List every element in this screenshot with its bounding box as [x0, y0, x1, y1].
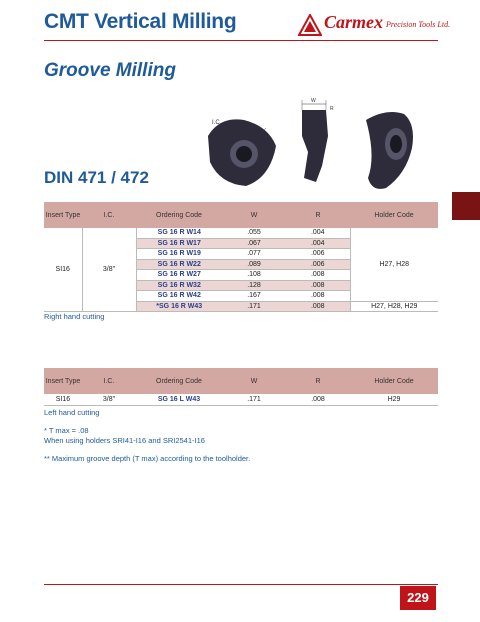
holder-cell: H27, H28 [350, 228, 438, 301]
column-r: R [286, 202, 350, 228]
ic-cell: 3/8" [82, 394, 136, 406]
brand-subtitle: Precision Tools Ltd. [386, 20, 451, 29]
brand-name: Carmex [324, 12, 384, 32]
table-header [44, 368, 438, 394]
w-cell: .171 [222, 394, 286, 406]
right-hand-caption: Right hand cutting [44, 312, 105, 321]
column-insert-type: Insert Type [44, 368, 82, 394]
column-w: W [222, 368, 286, 394]
carmex-logo [298, 12, 451, 40]
r-cell: .008 [286, 280, 350, 291]
ordering-code-cell: SG 16 R W22 [136, 259, 222, 270]
ordering-code-cell: SG 16 R W14 [136, 228, 222, 238]
r-cell: .008 [286, 394, 350, 406]
w-cell: .089 [222, 259, 286, 270]
ordering-code-cell: SG 16 R W42 [136, 291, 222, 302]
r-label: R [330, 106, 334, 112]
insert-type-cell: SI16 [44, 394, 82, 406]
ic-cell: 3/8" [82, 228, 136, 312]
side-section-tab [452, 192, 480, 220]
page-header-title: CMT Vertical Milling [44, 10, 237, 33]
holder-cell: H29 [350, 394, 438, 406]
r-cell: .004 [286, 238, 350, 249]
r-cell: .004 [286, 228, 350, 238]
holder-cell: H27, H28, H29 [350, 301, 438, 312]
tmax-note: * T max = .08 [44, 426, 89, 435]
w-cell: .171 [222, 301, 286, 312]
triangle-insert-image [208, 119, 276, 186]
footer-divider [44, 584, 438, 585]
left-hand-table [44, 368, 438, 406]
w-cell: .077 [222, 249, 286, 260]
table-row [44, 228, 438, 238]
perspective-insert-image [366, 112, 413, 189]
column-ic: I.C. [82, 202, 136, 228]
r-cell: .008 [286, 291, 350, 302]
column-r: R [286, 368, 350, 394]
ordering-code-cell: SG 16 R W27 [136, 270, 222, 281]
ordering-code-cell: *SG 16 R W43 [136, 301, 222, 312]
ic-label: I.C. [212, 120, 222, 126]
side-view-insert-image [302, 100, 328, 182]
groove-depth-note: ** Maximum groove depth (T max) according to the toolholder. [44, 454, 251, 463]
r-cell: .008 [286, 301, 350, 312]
column-ordering-code: Ordering Code [136, 202, 222, 228]
ordering-code-cell: SG 16 R W32 [136, 280, 222, 291]
table-header [44, 202, 438, 228]
column-ordering-code: Ordering Code [136, 368, 222, 394]
w-cell: .108 [222, 270, 286, 281]
header-divider [44, 40, 438, 41]
r-cell: .006 [286, 259, 350, 270]
left-hand-caption: Left hand cutting [44, 408, 100, 417]
ordering-code-cell: SG 16 R W19 [136, 249, 222, 260]
insert-illustrations [200, 96, 440, 196]
page-number: 229 [400, 586, 436, 610]
r-cell: .008 [286, 270, 350, 281]
ordering-code-cell: SG 16 L W43 [136, 394, 222, 406]
r-cell: .006 [286, 249, 350, 260]
w-cell: .128 [222, 280, 286, 291]
w-cell: .067 [222, 238, 286, 249]
w-cell: .055 [222, 228, 286, 238]
column-holder-code: Holder Code [350, 368, 438, 394]
column-holder-code: Holder Code [350, 202, 438, 228]
right-hand-table [44, 202, 438, 312]
insert-type-cell: SI16 [44, 228, 82, 312]
w-label: W [311, 98, 316, 104]
table-row [44, 394, 438, 406]
din-standard-title: DIN 471 / 472 [44, 168, 149, 187]
w-cell: .167 [222, 291, 286, 302]
section-title: Groove Milling [44, 60, 176, 81]
column-insert-type: Insert Type [44, 202, 82, 228]
holders-note: When using holders SRI41-I16 and SRI2541-I16 [44, 436, 205, 445]
column-ic: I.C. [82, 368, 136, 394]
column-w: W [222, 202, 286, 228]
ordering-code-cell: SG 16 R W17 [136, 238, 222, 249]
carmex-emblem-icon [298, 14, 322, 36]
